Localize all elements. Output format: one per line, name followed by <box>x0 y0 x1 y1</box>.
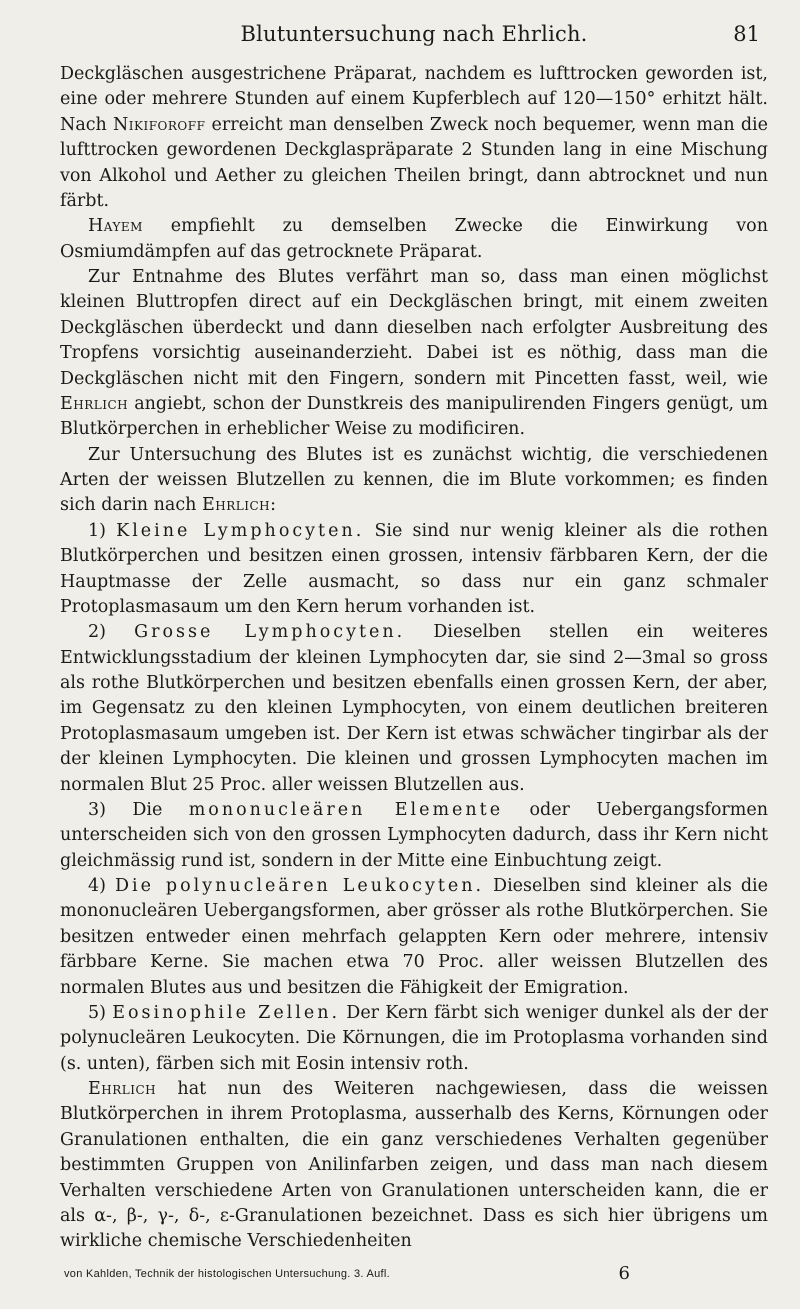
author-name: Ehrlich <box>202 495 271 516</box>
author-name: Nikiforoff <box>112 114 206 135</box>
list-item: 2) Grosse Lymphocyten. Dieselben stellen ein weiteres Entwicklungsstadium der kleinen Lymphocyten dar, sie sind 2—3mal so gross als rothe Blutkörperchen und besitzen ebenfalls einen grossen Kern, der aber, im Gegensatz zu den kleinen Lymphocyten, von einem deutlichen breiteren Protoplasmasaum umgeben ist. Der Kern ist etwas schwächer tingirbar als der der kleinen Lymphocyten. Die kleinen und grossen Lymphocyten machen im normalen Blut 25 Proc. aller weissen Blutzellen aus. <box>60 622 768 795</box>
item-term: Die polynucleären Leukocyten. <box>114 876 485 896</box>
page-number: 81 <box>733 22 760 46</box>
running-header <box>60 22 768 52</box>
paragraph: Deckgläschen ausgestrichene Präparat, nachdem es lufttrocken geworden ist, eine oder mehrere Stunden auf einem Kupferblech auf 120—150° erhitzt hält. Nach Nikiforoff erreicht man denselben Zweck noch bequemer, wenn man die lufttrocken gewordenen Deckglaspräparate 2 Stunden lang in eine Mischung von Alkohol und Aether zu gleichen Theilen bringt, dann abtrocknet und nun färbt. <box>60 64 768 211</box>
list-item: 4) Die polynucleären Leukocyten. Dieselben sind kleiner als die mononucleären Uebergangsformen, aber grösser als rothe Blutkörperchen. Sie besitzen entweder einen mehrfach gelappten Kern oder mehrere, intensiv färbbare Kerne. Sie machen etwa 70 Proc. aller weissen Blutzellen des normalen Blutes aus und besitzen die Fähigkeit der Emigration. <box>60 876 768 998</box>
item-term: Grosse Lymphocyten. <box>134 622 406 643</box>
item-term: Kleine Lymphocyten. <box>116 520 365 541</box>
page-footer <box>60 1263 768 1283</box>
paragraph: Zur Entnahme des Blutes verfährt man so, dass man einen möglichst kleinen Bluttropfen direct auf ein Deckgläschen bringt, mit einem zweiten Deckgläschen überdeckt und dann dieselben nach erfolgter Ausbreitung des Tropfens vorsichtig auseinanderzieht. Dabei ist es nöthig, dass man die Deckgläschen nicht mit den Fingern, sondern mit Pincetten fasst, weil, wie Ehrlich angiebt, schon der Dunstkreis des manipulirenden Fingers genügt, um Blutkörperchen in erheblicher Weise zu modificiren. <box>60 267 768 440</box>
list-item: 1) Kleine Lymphocyten. Sie sind nur wenig kleiner als die rothen Blutkörperchen und besitzen einen grossen, intensiv färbbaren Kern, der die Hauptmasse der Zelle ausmacht, so dass nur ein ganz schmaler Protoplasmasaum um den Kern herum vorhanden ist. <box>60 520 768 617</box>
paragraph: Ehrlich hat nun des Weiteren nachgewiesen, dass die weissen Blutkörperchen in ihrem Protoplasma, ausserhalb des Kerns, Körnungen oder Granulationen enthalten, die ein ganz verschiedenes Verhalten gegenüber bestimmten Gruppen von Anilinfarben zeigen, und dass man nach diesem Verhalten verschiedene Arten von Granulationen unterscheiden kann, die er als α-, β-, γ-, δ-, ε-Granulationen bezeichnet. Dass es sich hier übrigens um wirkliche chemische Verschiedenheiten <box>60 1079 768 1252</box>
page-body <box>60 62 768 1255</box>
author-name: Hayem <box>88 216 143 237</box>
signature-mark: 6 <box>618 1263 630 1284</box>
item-term: Eosinophile Zellen. <box>112 1002 341 1023</box>
paragraph: Hayem empfiehlt zu demselben Zwecke die Einwirkung von Osmiumdämpfen auf das getrocknete Präparat. <box>60 216 768 262</box>
paragraph: Zur Untersuchung des Blutes ist es zunächst wichtig, die verschiedenen Arten der weissen Blutzellen zu kennen, die im Blute vorkommen; es finden sich darin nach Ehrlich: <box>60 444 768 516</box>
list-item: 3) Die mononucleären Elemente oder Uebergangsformen unterscheiden sich von den grossen Lymphocyten dadurch, dass ihr Kern nicht gleichmässig rund ist, sondern in der Mitte eine Einbuchtung zeigt. <box>60 799 768 871</box>
author-name: Ehrlich <box>60 393 129 414</box>
author-name: Ehrlich <box>88 1079 157 1099</box>
list-item: 5) Eosinophile Zellen. Der Kern färbt sich weniger dunkel als der der polynucleären Leukocyten. Die Körnungen, die im Protoplasma vorhanden sind (s. unten), färben sich mit Eosin intensiv roth. <box>60 1002 768 1074</box>
running-title: Blutuntersuchung nach Ehrlich. <box>240 22 588 46</box>
footer-source: von Kahlden, Technik der histologischen Untersuchung. 3. Aufl. <box>64 1268 390 1280</box>
item-term: mononucleären Elemente <box>188 799 504 820</box>
